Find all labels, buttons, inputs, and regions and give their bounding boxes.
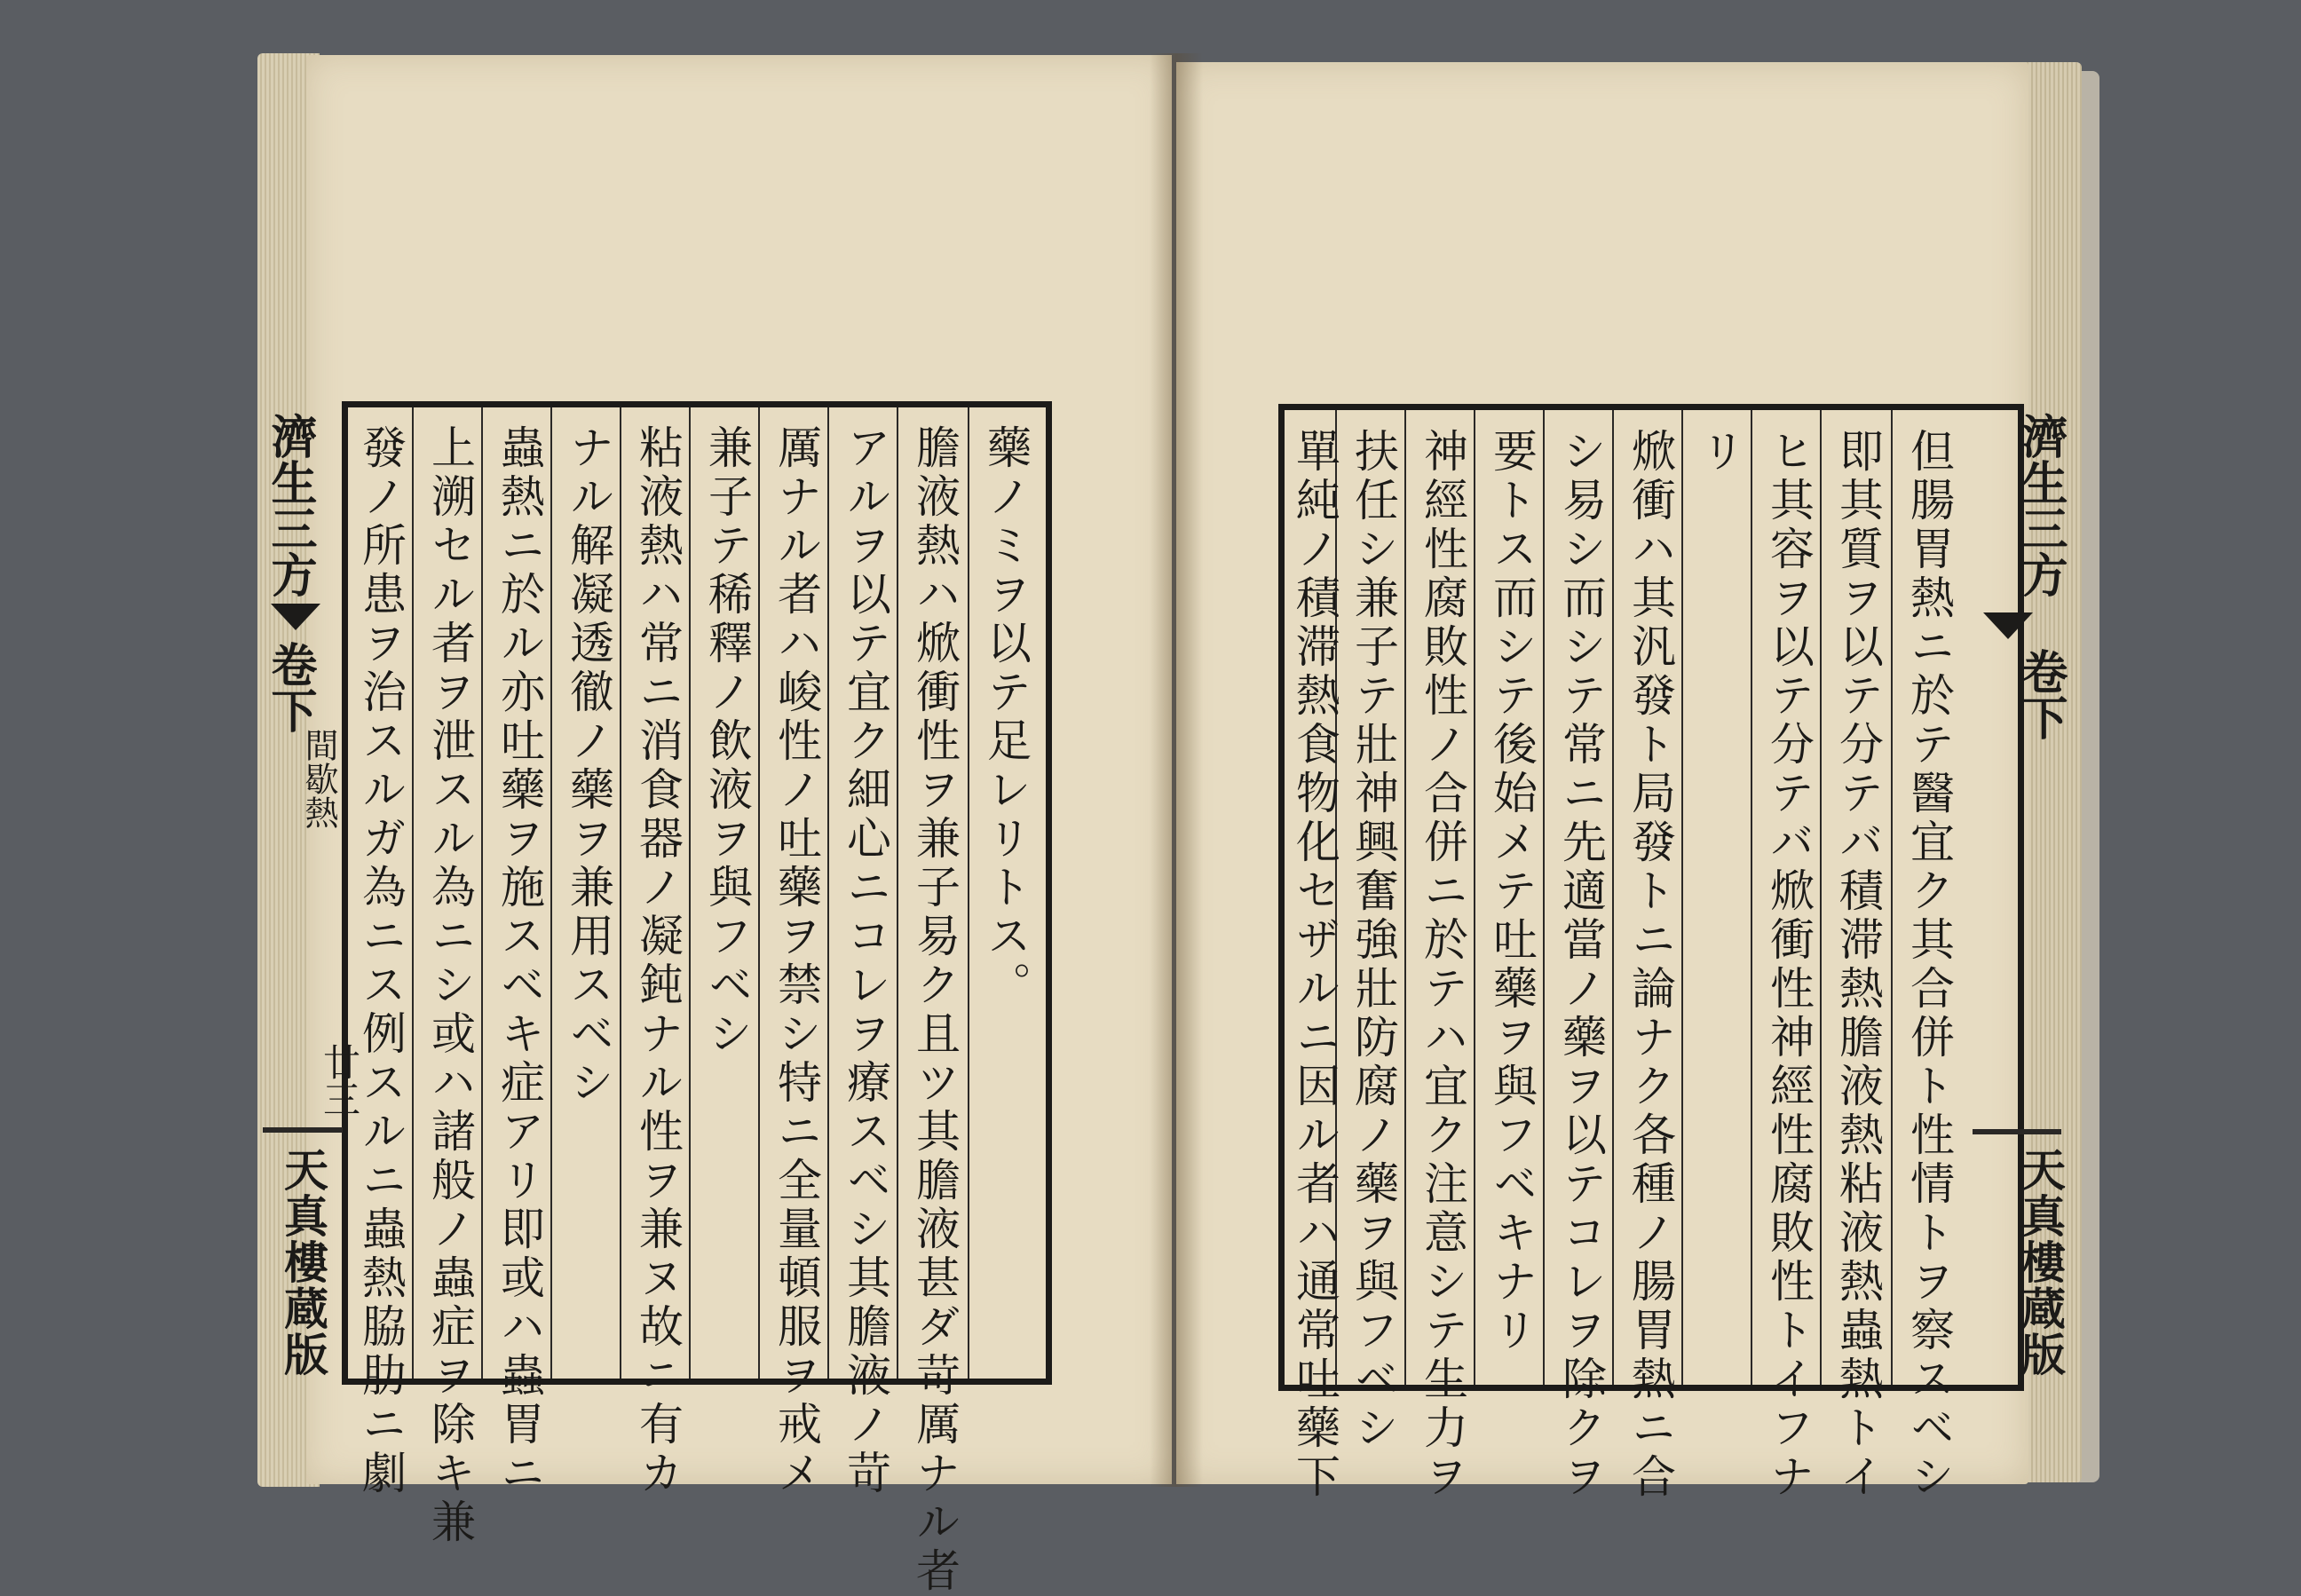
text-column: 蟲熱ニ於ル亦吐藥ヲ施スベキ症アリ即或ハ蟲胃ニ <box>494 424 545 1498</box>
text-column: ナル解凝透徹ノ藥ヲ兼用スベシ <box>563 424 614 1108</box>
book-title: 濟生三方 <box>263 413 317 597</box>
text-column: 發ノ所患ヲ治スルガ為ニス例スルニ蟲熱脇肋ニ劇 <box>355 424 407 1498</box>
gyobi-mark <box>1983 612 2033 639</box>
publisher-name: 天真樓蔵版 <box>2014 1147 2067 1378</box>
text-column: ヒ其容ヲ以テ分テバ焮衝性神經性腐敗性トイフナ <box>1763 428 1815 1502</box>
book-gutter <box>1150 53 1203 1487</box>
text-column: シ易シ而シテ常ニ先適當ノ藥ヲ以テコレヲ除クヲ <box>1555 428 1607 1502</box>
text-column: 厲ナル者ハ峻性ノ吐藥ヲ禁シ特ニ全量頓服ヲ戒メ <box>771 424 822 1498</box>
volume-label: 卷下 <box>263 641 317 733</box>
text-column: 即其質ヲ以テ分テバ積滞熱膽液熱粘液熱蟲熱トイ <box>1832 428 1884 1502</box>
section-title: 間歇熱 <box>299 728 338 829</box>
text-column: 膽液熱ハ焮衝性ヲ兼子易ク且ツ其膽液甚ダ苛厲ナル者 <box>909 424 961 1596</box>
publisher-rule <box>263 1127 343 1133</box>
book-title: 濟生三方 <box>2013 413 2068 597</box>
gyobi-mark <box>271 604 320 630</box>
text-column: 神經性腐敗性ノ合併ニ於テハ宜ク注意シテ生力ヲ <box>1417 428 1468 1502</box>
folio-number: 廿三 <box>318 1043 361 1118</box>
text-column: リ <box>1694 428 1745 477</box>
text-column: 扶任シ兼子テ壯神興奮強壯防腐ノ藥ヲ與フベシ <box>1348 428 1399 1453</box>
text-column: 單純ノ積滞熱食物化セザルニ因ル者ハ通常吐藥下 <box>1289 428 1340 1502</box>
text-column: 焮衝ハ其汎發ト局發トニ論ナク各種ノ腸胃熱ニ合 <box>1625 428 1676 1502</box>
text-column: 上溯セル者ヲ泄スル為ニシ或ハ諸般ノ蟲症ヲ除キ兼 <box>424 424 476 1547</box>
volume-label: 卷下 <box>2013 648 2068 740</box>
text-column: 粘液熱ハ常ニ消食器ノ凝鈍ナル性ヲ兼ヌ故ニ有カ <box>632 424 684 1498</box>
text-column: 藥ノミヲ以テ足レリトス。 <box>980 424 1032 1010</box>
publisher-rule <box>1973 1129 2061 1134</box>
text-column: アルヲ以テ宜ク細心ニコレヲ療スベシ其膽液ノ苛 <box>840 424 891 1498</box>
text-column: 兼子テ稀釋ノ飲液ヲ與フベシ <box>701 424 753 1059</box>
text-column: 但腸胃熱ニ於テ醫宜ク其合併ト性情トヲ察スベシ <box>1903 428 1955 1502</box>
publisher-name: 天真樓蔵版 <box>277 1147 329 1378</box>
text-column: 要トス而シテ後始メテ吐藥ヲ與フベキナリ <box>1486 428 1538 1355</box>
